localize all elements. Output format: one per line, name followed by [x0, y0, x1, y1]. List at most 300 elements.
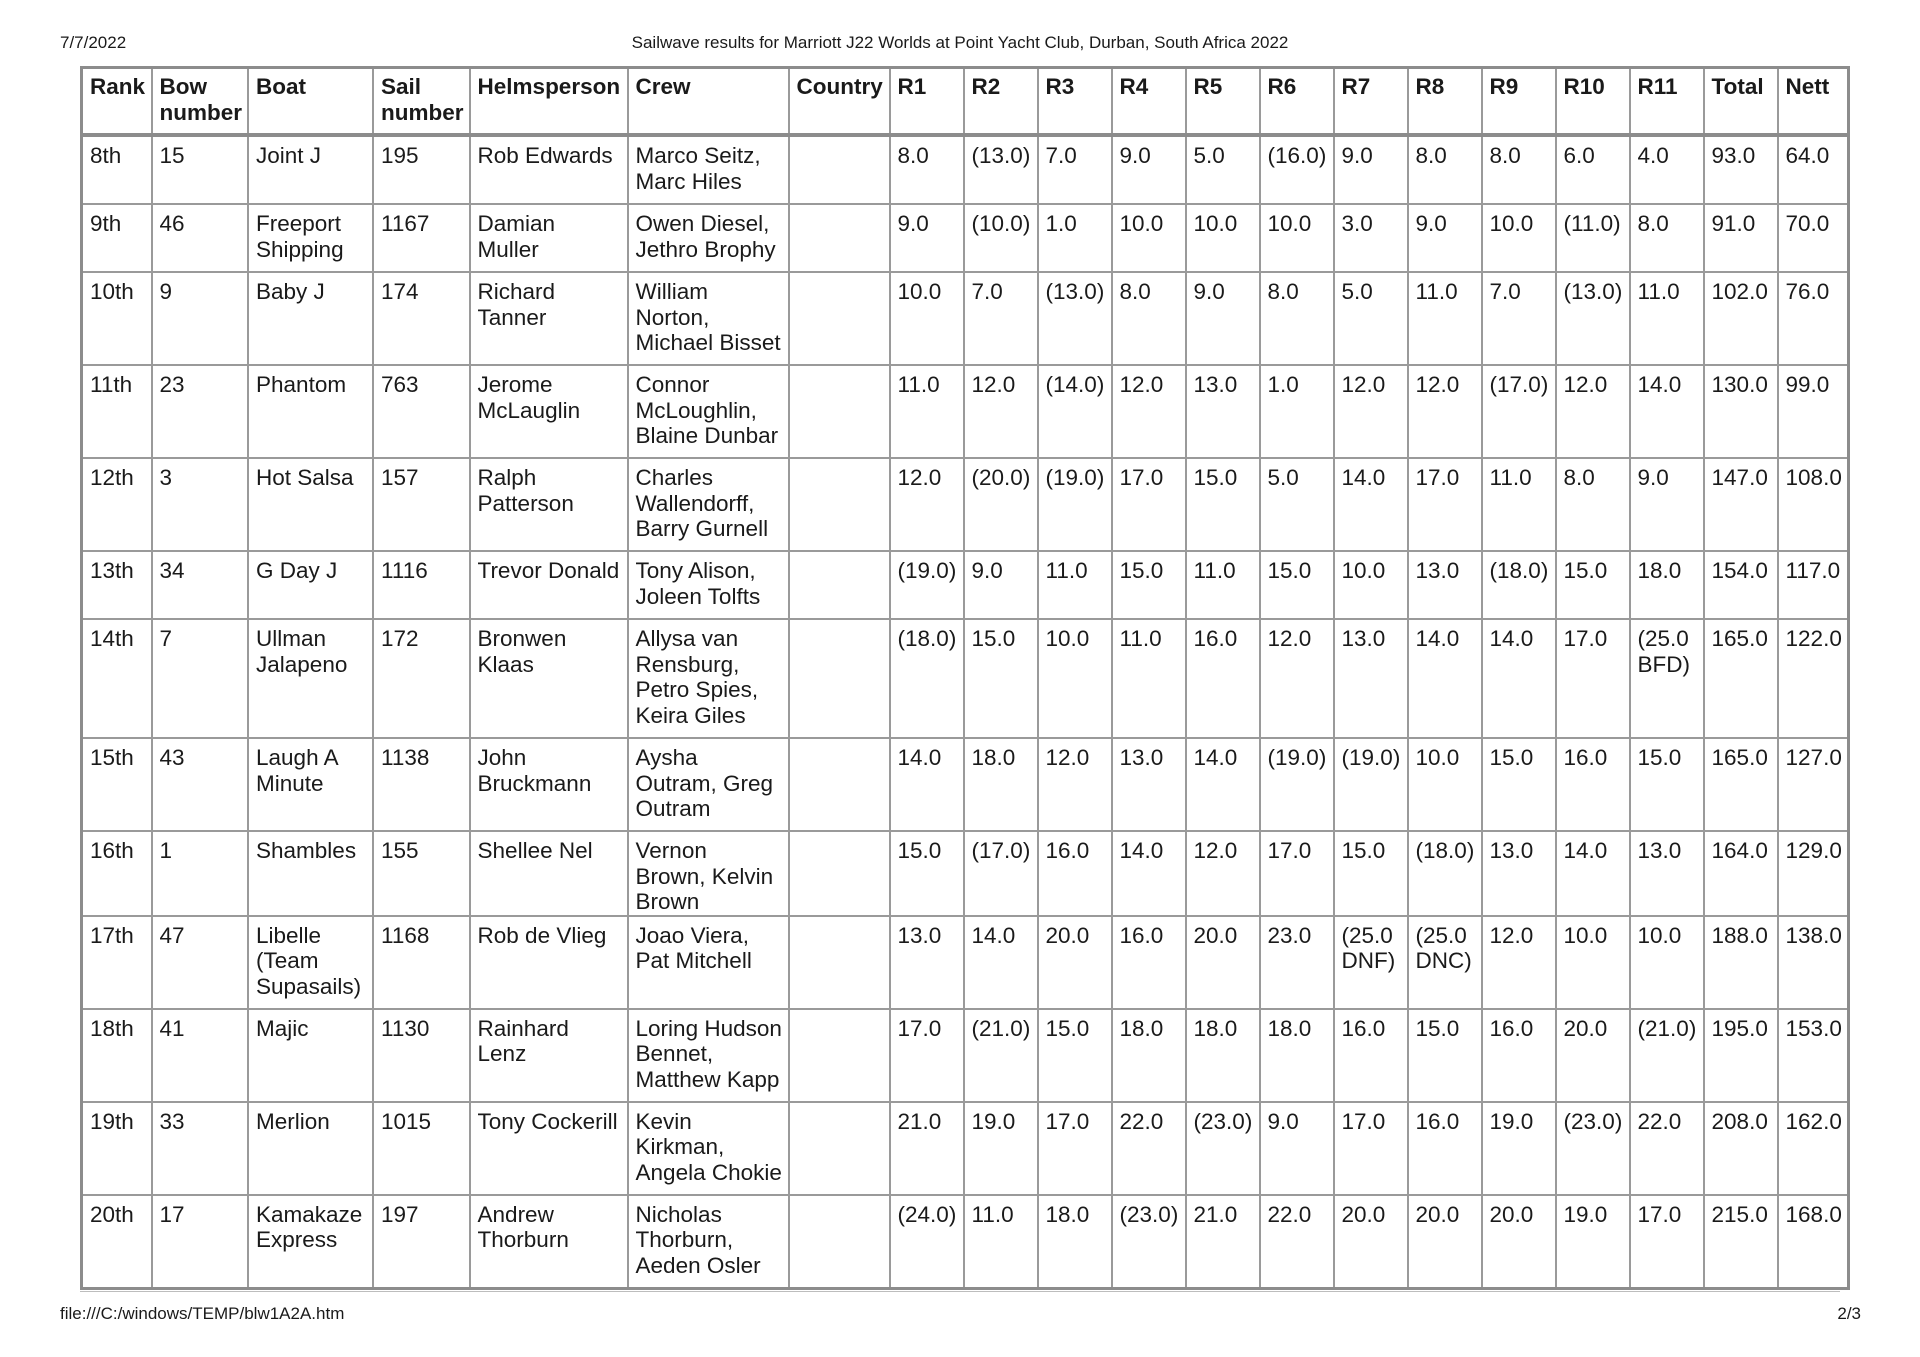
cell-total: 195.0	[1704, 1009, 1778, 1102]
cell-r1: 8.0	[890, 135, 964, 204]
cell-r1: 17.0	[890, 1009, 964, 1102]
cell-bow-number: 1	[152, 831, 249, 916]
footer-file-path: file:///C:/windows/TEMP/blw1A2A.htm	[60, 1304, 345, 1323]
cell-total: 130.0	[1704, 365, 1778, 458]
table-row	[82, 551, 1849, 619]
cell-nett: 138.0	[1778, 916, 1849, 1009]
cell-helmsperson: Tony Cockerill	[470, 1102, 628, 1195]
cell-r11: 9.0	[1630, 458, 1704, 551]
col-header-r8: R8	[1408, 68, 1482, 136]
cell-r3: (14.0)	[1038, 365, 1112, 458]
cell-r3: 7.0	[1038, 135, 1112, 204]
cell-r2: 14.0	[964, 916, 1038, 1009]
cell-r7: (19.0)	[1334, 738, 1408, 831]
cell-crew: Charles Wallendorff, Barry Gurnell	[628, 458, 789, 551]
cell-r2: 7.0	[964, 272, 1038, 365]
cell-r1: 11.0	[890, 365, 964, 458]
cell-r1: 10.0	[890, 272, 964, 365]
cell-helmsperson: Trevor Donald	[470, 551, 628, 619]
col-header-r2: R2	[964, 68, 1038, 136]
cell-r3: 18.0	[1038, 1195, 1112, 1289]
cell-boat: Freeport Shipping	[248, 204, 373, 272]
cell-r3: 11.0	[1038, 551, 1112, 619]
cell-r6: 5.0	[1260, 458, 1334, 551]
table-row	[82, 458, 1849, 551]
col-header-bow-number: Bow number	[152, 68, 249, 136]
cell-r2: (21.0)	[964, 1009, 1038, 1102]
cell-helmsperson: Andrew Thorburn	[470, 1195, 628, 1289]
cell-bow-number: 41	[152, 1009, 249, 1102]
cell-r4: 15.0	[1112, 551, 1186, 619]
cell-r1: (24.0)	[890, 1195, 964, 1289]
cell-crew: Owen Diesel, Jethro Brophy	[628, 204, 789, 272]
cell-bow-number: 7	[152, 619, 249, 738]
cell-r3: 20.0	[1038, 916, 1112, 1009]
cell-r7: 20.0	[1334, 1195, 1408, 1289]
cell-rank: 10th	[82, 272, 152, 365]
cell-bow-number: 23	[152, 365, 249, 458]
cell-r5: 15.0	[1186, 458, 1260, 551]
col-header-boat: Boat	[248, 68, 373, 136]
cell-r2: 9.0	[964, 551, 1038, 619]
cell-helmsperson: Rob de Vlieg	[470, 916, 628, 1009]
cell-country	[789, 831, 890, 916]
col-header-rank: Rank	[82, 68, 152, 136]
cell-r1: (18.0)	[890, 619, 964, 738]
cell-sail-number: 1130	[373, 1009, 470, 1102]
cell-total: 188.0	[1704, 916, 1778, 1009]
cell-bow-number: 47	[152, 916, 249, 1009]
cell-r11: 8.0	[1630, 204, 1704, 272]
cell-r7: 12.0	[1334, 365, 1408, 458]
cell-total: 154.0	[1704, 551, 1778, 619]
cell-bow-number: 34	[152, 551, 249, 619]
table-row	[82, 365, 1849, 458]
cell-boat: Majic	[248, 1009, 373, 1102]
cell-r9: 20.0	[1482, 1195, 1556, 1289]
cell-bow-number: 33	[152, 1102, 249, 1195]
cell-r7: 10.0	[1334, 551, 1408, 619]
cell-r9: 8.0	[1482, 135, 1556, 204]
cell-r4: 11.0	[1112, 619, 1186, 738]
cell-r8: (25.0 DNC)	[1408, 916, 1482, 1009]
cell-r8: (18.0)	[1408, 831, 1482, 916]
cell-r10: (11.0)	[1556, 204, 1630, 272]
cell-r3: 1.0	[1038, 204, 1112, 272]
cell-rank: 8th	[82, 135, 152, 204]
cell-sail-number: 1167	[373, 204, 470, 272]
col-header-r5: R5	[1186, 68, 1260, 136]
cell-nett: 129.0	[1778, 831, 1849, 916]
cell-r6: 23.0	[1260, 916, 1334, 1009]
cell-r10: 8.0	[1556, 458, 1630, 551]
cell-country	[789, 551, 890, 619]
cell-boat: Phantom	[248, 365, 373, 458]
cell-r7: 3.0	[1334, 204, 1408, 272]
cell-boat: Shambles	[248, 831, 373, 916]
cell-r4: 8.0	[1112, 272, 1186, 365]
cell-r10: 6.0	[1556, 135, 1630, 204]
cell-r2: (13.0)	[964, 135, 1038, 204]
cell-r5: 12.0	[1186, 831, 1260, 916]
cell-boat: Merlion	[248, 1102, 373, 1195]
cell-r10: 14.0	[1556, 831, 1630, 916]
cell-rank: 9th	[82, 204, 152, 272]
cell-bow-number: 15	[152, 135, 249, 204]
cell-r3: (19.0)	[1038, 458, 1112, 551]
cell-r6: 15.0	[1260, 551, 1334, 619]
cell-sail-number: 1138	[373, 738, 470, 831]
cell-r11: 15.0	[1630, 738, 1704, 831]
cell-r11: 18.0	[1630, 551, 1704, 619]
cell-r4: 16.0	[1112, 916, 1186, 1009]
cell-r2: 12.0	[964, 365, 1038, 458]
cell-r4: 17.0	[1112, 458, 1186, 551]
cell-r9: 19.0	[1482, 1102, 1556, 1195]
cell-sail-number: 763	[373, 365, 470, 458]
cell-r10: (23.0)	[1556, 1102, 1630, 1195]
cell-r5: 13.0	[1186, 365, 1260, 458]
cell-total: 93.0	[1704, 135, 1778, 204]
cell-r2: 11.0	[964, 1195, 1038, 1289]
cell-rank: 20th	[82, 1195, 152, 1289]
cell-r11: 10.0	[1630, 916, 1704, 1009]
cell-r6: 18.0	[1260, 1009, 1334, 1102]
cell-country	[789, 1102, 890, 1195]
cell-r8: 16.0	[1408, 1102, 1482, 1195]
cell-helmsperson: Shellee Nel	[470, 831, 628, 916]
table-row	[82, 204, 1849, 272]
cell-crew: Connor McLoughlin, Blaine Dunbar	[628, 365, 789, 458]
cell-crew: Vernon Brown, Kelvin Brown	[628, 831, 789, 916]
cell-r8: 17.0	[1408, 458, 1482, 551]
cell-rank: 13th	[82, 551, 152, 619]
cell-r8: 8.0	[1408, 135, 1482, 204]
cell-bow-number: 3	[152, 458, 249, 551]
table-row	[82, 1009, 1849, 1102]
cell-r6: 1.0	[1260, 365, 1334, 458]
cell-r8: 9.0	[1408, 204, 1482, 272]
cell-country	[789, 619, 890, 738]
cell-r1: 9.0	[890, 204, 964, 272]
cell-r4: 10.0	[1112, 204, 1186, 272]
cell-sail-number: 172	[373, 619, 470, 738]
cell-r1: 21.0	[890, 1102, 964, 1195]
cell-boat: Laugh A Minute	[248, 738, 373, 831]
cell-nett: 127.0	[1778, 738, 1849, 831]
cell-crew: Allysa van Rensburg, Petro Spies, Keira Giles	[628, 619, 789, 738]
cell-sail-number: 197	[373, 1195, 470, 1289]
cell-total: 215.0	[1704, 1195, 1778, 1289]
cell-r9: 7.0	[1482, 272, 1556, 365]
cell-r4: 18.0	[1112, 1009, 1186, 1102]
cell-sail-number: 195	[373, 135, 470, 204]
cell-r11: 11.0	[1630, 272, 1704, 365]
cell-r4: 14.0	[1112, 831, 1186, 916]
cell-r10: 10.0	[1556, 916, 1630, 1009]
cell-nett: 122.0	[1778, 619, 1849, 738]
cell-sail-number: 1015	[373, 1102, 470, 1195]
cell-country	[789, 135, 890, 204]
footer-divider	[80, 1291, 1840, 1292]
cell-r9: 13.0	[1482, 831, 1556, 916]
cell-r2: (20.0)	[964, 458, 1038, 551]
cell-r9: 16.0	[1482, 1009, 1556, 1102]
cell-helmsperson: Bronwen Klaas	[470, 619, 628, 738]
cell-total: 164.0	[1704, 831, 1778, 916]
col-header-r3: R3	[1038, 68, 1112, 136]
cell-r10: 12.0	[1556, 365, 1630, 458]
cell-helmsperson: Richard Tanner	[470, 272, 628, 365]
cell-helmsperson: John Bruckmann	[470, 738, 628, 831]
table-row	[82, 272, 1849, 365]
cell-r6: 10.0	[1260, 204, 1334, 272]
page-title: Sailwave results for Marriott J22 Worlds at Point Yacht Club, Durban, South Africa 2022	[631, 33, 1289, 52]
cell-country	[789, 1009, 890, 1102]
table-row	[82, 135, 1849, 204]
cell-country	[789, 1195, 890, 1289]
table-row	[82, 831, 1849, 916]
cell-nett: 76.0	[1778, 272, 1849, 365]
cell-total: 165.0	[1704, 738, 1778, 831]
cell-crew: Aysha Outram, Greg Outram	[628, 738, 789, 831]
cell-crew: Joao Viera, Pat Mitchell	[628, 916, 789, 1009]
footer-page-number: 2/3	[1837, 1304, 1861, 1323]
col-header-sail-number: Sail number	[373, 68, 470, 136]
cell-r2: (10.0)	[964, 204, 1038, 272]
cell-r9: 11.0	[1482, 458, 1556, 551]
cell-r10: (13.0)	[1556, 272, 1630, 365]
cell-r3: 17.0	[1038, 1102, 1112, 1195]
cell-r6: 22.0	[1260, 1195, 1334, 1289]
cell-crew: Marco Seitz, Marc Hiles	[628, 135, 789, 204]
cell-r11: (25.0 BFD)	[1630, 619, 1704, 738]
col-header-r11: R11	[1630, 68, 1704, 136]
cell-r5: 18.0	[1186, 1009, 1260, 1102]
cell-boat: G Day J	[248, 551, 373, 619]
col-header-r7: R7	[1334, 68, 1408, 136]
cell-r7: 14.0	[1334, 458, 1408, 551]
cell-nett: 64.0	[1778, 135, 1849, 204]
cell-r2: 18.0	[964, 738, 1038, 831]
cell-helmsperson: Rob Edwards	[470, 135, 628, 204]
cell-bow-number: 46	[152, 204, 249, 272]
cell-rank: 11th	[82, 365, 152, 458]
header-row	[82, 68, 1849, 136]
col-header-r1: R1	[890, 68, 964, 136]
cell-r5: (23.0)	[1186, 1102, 1260, 1195]
cell-crew: Loring Hudson Bennet, Matthew Kapp	[628, 1009, 789, 1102]
cell-r1: 12.0	[890, 458, 964, 551]
col-header-nett: Nett	[1778, 68, 1849, 136]
cell-r4: 22.0	[1112, 1102, 1186, 1195]
cell-r1: (19.0)	[890, 551, 964, 619]
cell-boat: Libelle (Team Supasails)	[248, 916, 373, 1009]
cell-r11: 14.0	[1630, 365, 1704, 458]
cell-r7: 16.0	[1334, 1009, 1408, 1102]
cell-r9: 15.0	[1482, 738, 1556, 831]
table-row	[82, 916, 1849, 1009]
cell-helmsperson: Jerome McLauglin	[470, 365, 628, 458]
cell-r5: 21.0	[1186, 1195, 1260, 1289]
print-date: 7/7/2022	[60, 33, 127, 52]
cell-r4: (23.0)	[1112, 1195, 1186, 1289]
cell-sail-number: 1116	[373, 551, 470, 619]
cell-nett: 108.0	[1778, 458, 1849, 551]
cell-r6: (19.0)	[1260, 738, 1334, 831]
cell-country	[789, 916, 890, 1009]
cell-r4: 9.0	[1112, 135, 1186, 204]
cell-r5: 20.0	[1186, 916, 1260, 1009]
cell-rank: 12th	[82, 458, 152, 551]
cell-r7: 15.0	[1334, 831, 1408, 916]
cell-boat: Kamakaze Express	[248, 1195, 373, 1289]
cell-crew: Nicholas Thorburn, Aeden Osler	[628, 1195, 789, 1289]
cell-r5: 9.0	[1186, 272, 1260, 365]
cell-r3: 12.0	[1038, 738, 1112, 831]
cell-nett: 99.0	[1778, 365, 1849, 458]
cell-r1: 13.0	[890, 916, 964, 1009]
cell-r10: 17.0	[1556, 619, 1630, 738]
cell-total: 147.0	[1704, 458, 1778, 551]
cell-nett: 153.0	[1778, 1009, 1849, 1102]
cell-r6: 17.0	[1260, 831, 1334, 916]
cell-r3: 15.0	[1038, 1009, 1112, 1102]
cell-r3: (13.0)	[1038, 272, 1112, 365]
cell-r5: 16.0	[1186, 619, 1260, 738]
cell-r11: 4.0	[1630, 135, 1704, 204]
table-row	[82, 619, 1849, 738]
cell-boat: Baby J	[248, 272, 373, 365]
cell-boat: Hot Salsa	[248, 458, 373, 551]
cell-r10: 15.0	[1556, 551, 1630, 619]
cell-r9: 10.0	[1482, 204, 1556, 272]
cell-r8: 11.0	[1408, 272, 1482, 365]
cell-r10: 16.0	[1556, 738, 1630, 831]
col-header-r6: R6	[1260, 68, 1334, 136]
cell-r9: (17.0)	[1482, 365, 1556, 458]
cell-total: 102.0	[1704, 272, 1778, 365]
cell-r6: 8.0	[1260, 272, 1334, 365]
table-row	[82, 1195, 1849, 1289]
cell-r10: 20.0	[1556, 1009, 1630, 1102]
col-header-crew: Crew	[628, 68, 789, 136]
cell-r7: 5.0	[1334, 272, 1408, 365]
table-row	[82, 1102, 1849, 1195]
cell-boat: Joint J	[248, 135, 373, 204]
cell-r2: 19.0	[964, 1102, 1038, 1195]
cell-sail-number: 155	[373, 831, 470, 916]
cell-r8: 13.0	[1408, 551, 1482, 619]
cell-rank: 17th	[82, 916, 152, 1009]
cell-crew: William Norton, Michael Bisset	[628, 272, 789, 365]
cell-helmsperson: Ralph Patterson	[470, 458, 628, 551]
cell-r5: 14.0	[1186, 738, 1260, 831]
cell-nett: 117.0	[1778, 551, 1849, 619]
cell-r7: (25.0 DNF)	[1334, 916, 1408, 1009]
cell-boat: Ullman Jalapeno	[248, 619, 373, 738]
cell-r8: 14.0	[1408, 619, 1482, 738]
cell-helmsperson: Rainhard Lenz	[470, 1009, 628, 1102]
cell-total: 91.0	[1704, 204, 1778, 272]
cell-rank: 16th	[82, 831, 152, 916]
results-table	[80, 66, 1850, 1290]
cell-r6: 12.0	[1260, 619, 1334, 738]
cell-r6: 9.0	[1260, 1102, 1334, 1195]
cell-r1: 15.0	[890, 831, 964, 916]
cell-crew: Kevin Kirkman, Angela Chokie	[628, 1102, 789, 1195]
cell-r9: 14.0	[1482, 619, 1556, 738]
table-row	[82, 738, 1849, 831]
cell-helmsperson: Damian Muller	[470, 204, 628, 272]
cell-r3: 16.0	[1038, 831, 1112, 916]
cell-r5: 10.0	[1186, 204, 1260, 272]
cell-rank: 19th	[82, 1102, 152, 1195]
cell-bow-number: 17	[152, 1195, 249, 1289]
cell-country	[789, 204, 890, 272]
cell-rank: 14th	[82, 619, 152, 738]
cell-r1: 14.0	[890, 738, 964, 831]
cell-rank: 15th	[82, 738, 152, 831]
cell-total: 165.0	[1704, 619, 1778, 738]
cell-r5: 5.0	[1186, 135, 1260, 204]
cell-r8: 12.0	[1408, 365, 1482, 458]
cell-sail-number: 157	[373, 458, 470, 551]
cell-r2: (17.0)	[964, 831, 1038, 916]
cell-r9: (18.0)	[1482, 551, 1556, 619]
cell-sail-number: 1168	[373, 916, 470, 1009]
cell-country	[789, 365, 890, 458]
col-header-r4: R4	[1112, 68, 1186, 136]
cell-r2: 15.0	[964, 619, 1038, 738]
cell-nett: 168.0	[1778, 1195, 1849, 1289]
cell-crew: Tony Alison, Joleen Tolfts	[628, 551, 789, 619]
cell-r7: 9.0	[1334, 135, 1408, 204]
col-header-total: Total	[1704, 68, 1778, 136]
cell-r10: 19.0	[1556, 1195, 1630, 1289]
cell-country	[789, 458, 890, 551]
cell-r8: 15.0	[1408, 1009, 1482, 1102]
col-header-country: Country	[789, 68, 890, 136]
cell-nett: 162.0	[1778, 1102, 1849, 1195]
cell-r7: 13.0	[1334, 619, 1408, 738]
cell-nett: 70.0	[1778, 204, 1849, 272]
cell-r4: 12.0	[1112, 365, 1186, 458]
cell-r3: 10.0	[1038, 619, 1112, 738]
cell-bow-number: 9	[152, 272, 249, 365]
cell-r8: 10.0	[1408, 738, 1482, 831]
cell-r5: 11.0	[1186, 551, 1260, 619]
cell-r9: 12.0	[1482, 916, 1556, 1009]
col-header-r10: R10	[1556, 68, 1630, 136]
cell-sail-number: 174	[373, 272, 470, 365]
col-header-r9: R9	[1482, 68, 1556, 136]
cell-r6: (16.0)	[1260, 135, 1334, 204]
col-header-helmsperson: Helmsperson	[470, 68, 628, 136]
cell-r11: (21.0)	[1630, 1009, 1704, 1102]
cell-r11: 13.0	[1630, 831, 1704, 916]
cell-r11: 22.0	[1630, 1102, 1704, 1195]
cell-r11: 17.0	[1630, 1195, 1704, 1289]
cell-country	[789, 272, 890, 365]
results-body	[82, 135, 1849, 1288]
cell-country	[789, 738, 890, 831]
cell-bow-number: 43	[152, 738, 249, 831]
cell-r4: 13.0	[1112, 738, 1186, 831]
cell-rank: 18th	[82, 1009, 152, 1102]
cell-total: 208.0	[1704, 1102, 1778, 1195]
cell-r7: 17.0	[1334, 1102, 1408, 1195]
